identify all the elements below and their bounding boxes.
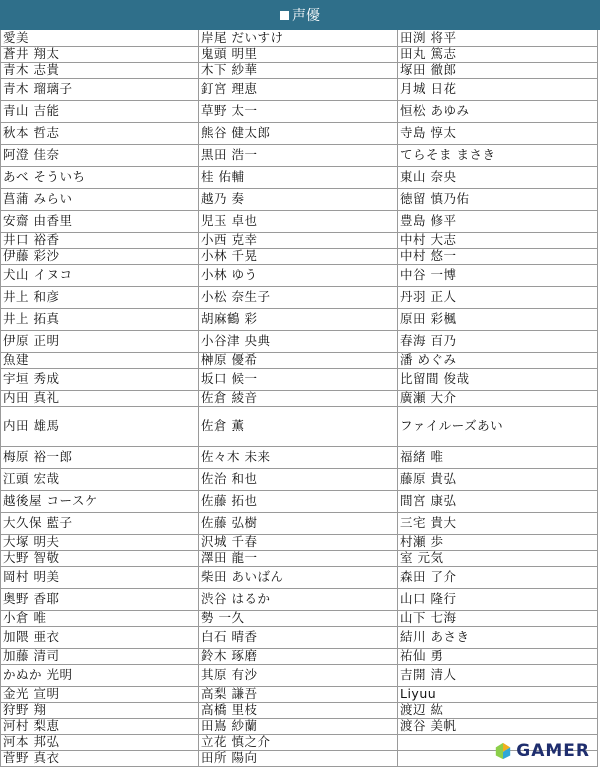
cast-name-cell: 田丸 篤志 — [398, 46, 598, 62]
square-icon — [280, 11, 289, 20]
table-row — [1, 286, 598, 308]
cast-name-cell: 村瀬 歩 — [398, 534, 598, 550]
cast-name-cell: 比留間 俊哉 — [398, 368, 598, 390]
table-row — [1, 512, 598, 534]
table-row — [1, 550, 598, 566]
cast-name-cell: 藤原 貴弘 — [398, 468, 598, 490]
cast-name-cell: 宇垣 秀成 — [1, 368, 199, 390]
table-row — [1, 144, 598, 166]
cast-name-cell: 蒼井 翔太 — [1, 46, 199, 62]
table-row — [1, 62, 598, 78]
cast-name-cell: 渡谷 美帆 — [398, 718, 598, 734]
cast-table-body — [1, 30, 598, 766]
cast-name-cell: 高橋 里枝 — [199, 702, 398, 718]
cast-name-cell: 山口 隆行 — [398, 588, 598, 610]
cast-name-cell: 児玉 卓也 — [199, 210, 398, 232]
cast-name-cell: 山下 七海 — [398, 610, 598, 626]
table-row — [1, 100, 598, 122]
table-row — [1, 232, 598, 248]
table-row — [1, 122, 598, 144]
cast-name-cell: 内田 雄馬 — [1, 406, 199, 446]
cast-name-cell: 犬山 イヌコ — [1, 264, 199, 286]
cast-name-cell: 岸尾 だいすけ — [199, 30, 398, 46]
table-row — [1, 330, 598, 352]
cast-name-cell: 佐藤 弘樹 — [199, 512, 398, 534]
table-row — [1, 352, 598, 368]
table-row — [1, 390, 598, 406]
cast-name-cell: 胡麻鶴 彩 — [199, 308, 398, 330]
cast-name-cell: てらそま まさき — [398, 144, 598, 166]
cast-name-cell: 鬼頭 明里 — [199, 46, 398, 62]
table-row — [1, 30, 598, 46]
cast-name-cell: 草野 太一 — [199, 100, 398, 122]
cast-name-cell: 恒松 あゆみ — [398, 100, 598, 122]
cast-name-cell: 大野 智敬 — [1, 550, 199, 566]
table-row — [1, 686, 598, 702]
cast-name-cell: 木下 紗華 — [199, 62, 398, 78]
cast-name-cell: 森田 了介 — [398, 566, 598, 588]
cast-name-cell: 沢城 千春 — [199, 534, 398, 550]
cast-name-cell: 勢 一久 — [199, 610, 398, 626]
cast-name-cell: 吉開 清人 — [398, 664, 598, 686]
table-row — [1, 490, 598, 512]
cast-name-cell: 井口 裕香 — [1, 232, 199, 248]
cast-name-cell: Liyuu — [398, 686, 598, 702]
cast-name-cell: 高梨 謙吾 — [199, 686, 398, 702]
cast-name-cell: 金光 宣明 — [1, 686, 199, 702]
cast-name-cell: 安齋 由香里 — [1, 210, 199, 232]
cast-name-cell: 岡村 明美 — [1, 566, 199, 588]
cast-name-cell: 中谷 一博 — [398, 264, 598, 286]
cast-name-cell: 伊藤 彩沙 — [1, 248, 199, 264]
table-row — [1, 210, 598, 232]
cast-name-cell: 小松 奈生子 — [199, 286, 398, 308]
cast-name-cell: 三宅 貴大 — [398, 512, 598, 534]
cast-name-cell: 大久保 藍子 — [1, 512, 199, 534]
cast-name-cell: 加隈 亜衣 — [1, 626, 199, 648]
cast-name-cell: 豊島 修平 — [398, 210, 598, 232]
table-row — [1, 648, 598, 664]
cast-name-cell: 田嶌 紗蘭 — [199, 718, 398, 734]
cast-name-cell: 徳留 慎乃佑 — [398, 188, 598, 210]
cast-name-cell: 鈴木 琢磨 — [199, 648, 398, 664]
cast-name-cell: 佐藤 拓也 — [199, 490, 398, 512]
table-row — [1, 664, 598, 686]
cast-name-cell: 伊原 正明 — [1, 330, 199, 352]
table-row — [1, 534, 598, 550]
cast-name-cell: 福緒 唯 — [398, 446, 598, 468]
gamer-logo-icon — [494, 742, 512, 760]
cast-name-cell: 寺島 惇太 — [398, 122, 598, 144]
cast-name-cell: 梅原 裕一郎 — [1, 446, 199, 468]
cast-name-cell: 加藤 清司 — [1, 648, 199, 664]
cast-name-cell: 越乃 奏 — [199, 188, 398, 210]
cast-name-cell: 其原 有沙 — [199, 664, 398, 686]
cast-name-cell: 狩野 翔 — [1, 702, 199, 718]
table-row — [1, 368, 598, 390]
header-title: 声優 — [292, 8, 320, 24]
cast-name-cell: 祐仙 勇 — [398, 648, 598, 664]
cast-name-cell: 榊原 優希 — [199, 352, 398, 368]
cast-name-cell: 青山 吉能 — [1, 100, 199, 122]
cast-name-cell: 白石 晴香 — [199, 626, 398, 648]
cast-name-cell: 坂口 候一 — [199, 368, 398, 390]
cast-name-cell: 魚建 — [1, 352, 199, 368]
cast-name-cell: 小林 ゆう — [199, 264, 398, 286]
table-row — [1, 588, 598, 610]
cast-name-cell: 塚田 徹郎 — [398, 62, 598, 78]
cast-name-cell: 佐々木 未来 — [199, 446, 398, 468]
cast-name-cell: 河村 梨恵 — [1, 718, 199, 734]
cast-name-cell: 井上 拓真 — [1, 308, 199, 330]
cast-name-cell: 渡辺 紘 — [398, 702, 598, 718]
cast-name-cell: 潘 めぐみ — [398, 352, 598, 368]
cast-name-cell: 柴田 あいばん — [199, 566, 398, 588]
cast-name-cell: 大塚 明夫 — [1, 534, 199, 550]
cast-name-cell: 中村 大志 — [398, 232, 598, 248]
table-row — [1, 702, 598, 718]
cast-name-cell: 小倉 唯 — [1, 610, 199, 626]
table-row — [1, 566, 598, 588]
table-row — [1, 406, 598, 446]
cast-name-cell: ファイルーズあい — [398, 406, 598, 446]
cast-name-cell: 江頭 宏哉 — [1, 468, 199, 490]
cast-name-cell: 奥野 香耶 — [1, 588, 199, 610]
cast-name-cell: 丹羽 正人 — [398, 286, 598, 308]
table-row — [1, 264, 598, 286]
cast-name-cell: あべ そういち — [1, 166, 199, 188]
table-row — [1, 248, 598, 264]
cast-name-cell: 小西 克幸 — [199, 232, 398, 248]
cast-table — [0, 30, 598, 767]
table-row — [1, 46, 598, 62]
table-row — [1, 308, 598, 330]
cast-name-cell: 阿澄 佳奈 — [1, 144, 199, 166]
table-row — [1, 468, 598, 490]
cast-name-cell: 青木 志貴 — [1, 62, 199, 78]
gamer-watermark — [494, 741, 590, 761]
cast-name-cell: 澤田 龍一 — [199, 550, 398, 566]
cast-name-cell: 佐倉 綾音 — [199, 390, 398, 406]
cast-name-cell: 釘宮 理恵 — [199, 78, 398, 100]
table-row — [1, 188, 598, 210]
cast-name-cell: 河本 邦弘 — [1, 734, 199, 750]
table-row — [1, 166, 598, 188]
cast-name-cell: 青木 瑠璃子 — [1, 78, 199, 100]
cast-name-cell: 小谷津 央典 — [199, 330, 398, 352]
cast-name-cell: 秋本 哲志 — [1, 122, 199, 144]
cast-name-cell: 廣瀬 大介 — [398, 390, 598, 406]
cast-name-cell: 室 元気 — [398, 550, 598, 566]
cast-name-cell: 原田 彩楓 — [398, 308, 598, 330]
table-row — [1, 446, 598, 468]
cast-name-cell: 東山 奈央 — [398, 166, 598, 188]
cast-name-cell: 春海 百乃 — [398, 330, 598, 352]
cast-name-cell: 渋谷 はるか — [199, 588, 398, 610]
table-row — [1, 78, 598, 100]
table-header — [0, 0, 600, 30]
cast-name-cell: 内田 真礼 — [1, 390, 199, 406]
cast-name-cell: 田所 陽向 — [199, 750, 398, 766]
table-row — [1, 718, 598, 734]
table-row — [1, 610, 598, 626]
cast-name-cell: 立花 慎之介 — [199, 734, 398, 750]
cast-name-cell: 菖蒲 みらい — [1, 188, 199, 210]
cast-name-cell: 小林 千晃 — [199, 248, 398, 264]
cast-name-cell: 桂 佑輔 — [199, 166, 398, 188]
cast-name-cell: 佐倉 薫 — [199, 406, 398, 446]
cast-name-cell: 愛美 — [1, 30, 199, 46]
cast-name-cell: 佐治 和也 — [199, 468, 398, 490]
cast-name-cell: 月城 日花 — [398, 78, 598, 100]
cast-name-cell: 越後屋 コースケ — [1, 490, 199, 512]
cast-name-cell: かぬか 光明 — [1, 664, 199, 686]
cast-name-cell: 結川 あさき — [398, 626, 598, 648]
cast-name-cell: 熊谷 健太郎 — [199, 122, 398, 144]
cast-name-cell: 菅野 真衣 — [1, 750, 199, 766]
cast-name-cell: 田渕 将平 — [398, 30, 598, 46]
cast-name-cell: 中村 悠一 — [398, 248, 598, 264]
table-row — [1, 626, 598, 648]
watermark-text: GAMER — [516, 741, 590, 761]
cast-name-cell: 井上 和彦 — [1, 286, 199, 308]
cast-name-cell: 間宮 康弘 — [398, 490, 598, 512]
cast-name-cell: 黒田 浩一 — [199, 144, 398, 166]
